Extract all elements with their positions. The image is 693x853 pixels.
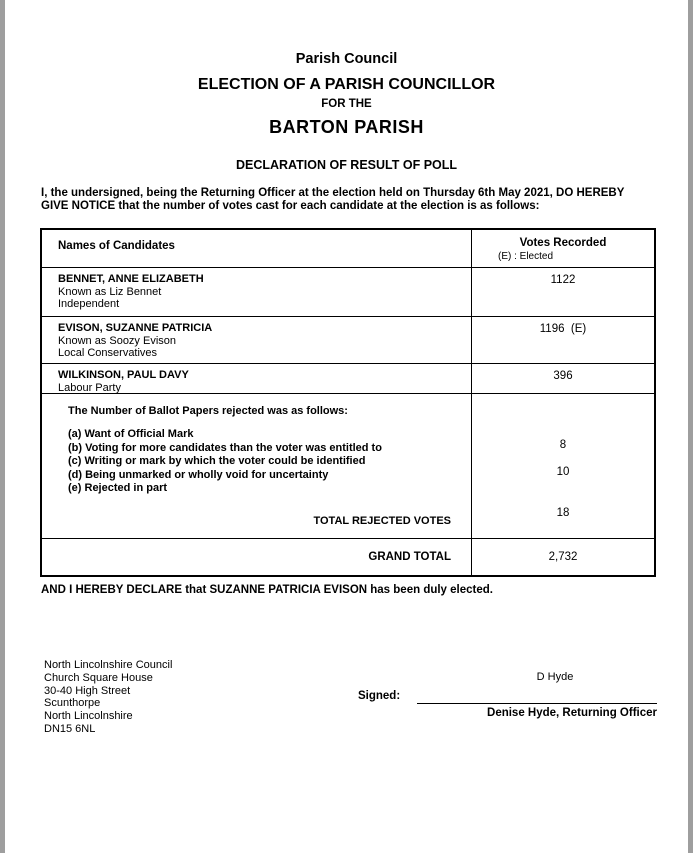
grand-total-row <box>42 539 654 575</box>
rejected-reason-a: (a) Want of Official Mark <box>68 428 194 440</box>
address-line: North Lincolnshire Council <box>44 659 173 671</box>
rejected-value-d: 10 <box>556 466 570 478</box>
candidate-cell <box>42 364 472 393</box>
results-table <box>40 228 656 577</box>
parish-name: BARTON PARISH <box>269 117 424 137</box>
rejected-reason-list <box>68 428 471 496</box>
authority-title: Parish Council <box>295 51 398 67</box>
total-rejected-label: TOTAL REJECTED VOTES <box>313 515 451 527</box>
candidate-known-as: Known as Soozy Evison <box>58 334 177 347</box>
candidate-votes: 396 <box>553 370 573 382</box>
rejected-intro: The Number of Ballot Papers rejected was as follows: <box>68 405 348 417</box>
candidate-votes: 1122 <box>550 274 576 286</box>
candidate-name: BENNET, ANNE ELIZABETH <box>58 273 204 285</box>
candidate-party: Independent <box>58 298 120 310</box>
candidate-cell <box>42 268 472 316</box>
address-line: North Lincolnshire <box>44 710 133 723</box>
returning-officer-name: Denise Hyde, Returning Officer <box>487 707 657 719</box>
column-header-candidates: Names of Candidates <box>42 230 472 267</box>
rejected-reason-c: (c) Writing or mark by which the voter could be identified <box>68 455 366 467</box>
signature-handwritten: D Hyde <box>536 671 574 683</box>
table-row <box>42 317 654 364</box>
candidate-party: Labour Party <box>58 381 121 394</box>
grand-total-label: GRAND TOTAL <box>368 551 451 563</box>
candidate-cell <box>42 317 472 363</box>
council-address <box>44 659 172 736</box>
candidate-name: EVISON, SUZANNE PATRICIA <box>58 322 213 334</box>
address-line: DN15 6NL <box>44 722 96 735</box>
grand-total-value: 2,732 <box>548 551 578 563</box>
rejected-reasons-cell <box>42 394 472 538</box>
signed-label: Signed: <box>358 690 401 702</box>
rejected-value-b: 8 <box>559 439 567 451</box>
table-row <box>42 268 654 317</box>
candidate-votes: 1196 (E) <box>539 323 587 335</box>
for-the-label: FOR THE <box>321 98 372 110</box>
grand-total-label-cell <box>42 539 472 575</box>
declaration-heading: DECLARATION OF RESULT OF POLL <box>235 158 458 172</box>
table-row <box>42 364 654 394</box>
rejected-reason-b: (b) Voting for more candidates than the voter was entitled to <box>68 441 382 454</box>
elected-key-note: (E) : Elected <box>498 251 554 262</box>
rejected-reason-e: (e) Rejected in part <box>68 482 168 494</box>
returning-officer-notice: I, the undersigned, being the Returning Officer at the election held on Thursday 6th May 2021, DO HEREBY GIVE NOTICE that the number of votes cast for each candidate at the election is as follows: <box>41 187 625 212</box>
election-title: ELECTION OF A PARISH COUNCILLOR <box>197 76 496 93</box>
address-line: 30-40 High Street <box>44 684 131 697</box>
votes-recorded-label: Votes Recorded <box>519 237 607 249</box>
rejected-reason-d: (d) Being unmarked or wholly void for uncertainty <box>68 468 329 481</box>
table-header-row <box>42 230 654 268</box>
rejected-values-cell <box>472 394 654 538</box>
address-line: Church Square House <box>44 671 153 684</box>
signature-line <box>417 703 657 704</box>
column-header-votes <box>472 230 654 267</box>
total-rejected-value: 18 <box>556 507 570 519</box>
rejected-ballots-row <box>42 394 654 539</box>
candidate-known-as: Known as Liz Bennet <box>58 285 162 298</box>
candidate-name: WILKINSON, PAUL DAVY <box>58 369 189 381</box>
candidate-party: Local Conservatives <box>58 347 158 359</box>
address-line: Scunthorpe <box>44 697 101 710</box>
duly-elected-declaration: AND I HEREBY DECLARE that SUZANNE PATRICIA EVISON has been duly elected. <box>41 584 493 596</box>
